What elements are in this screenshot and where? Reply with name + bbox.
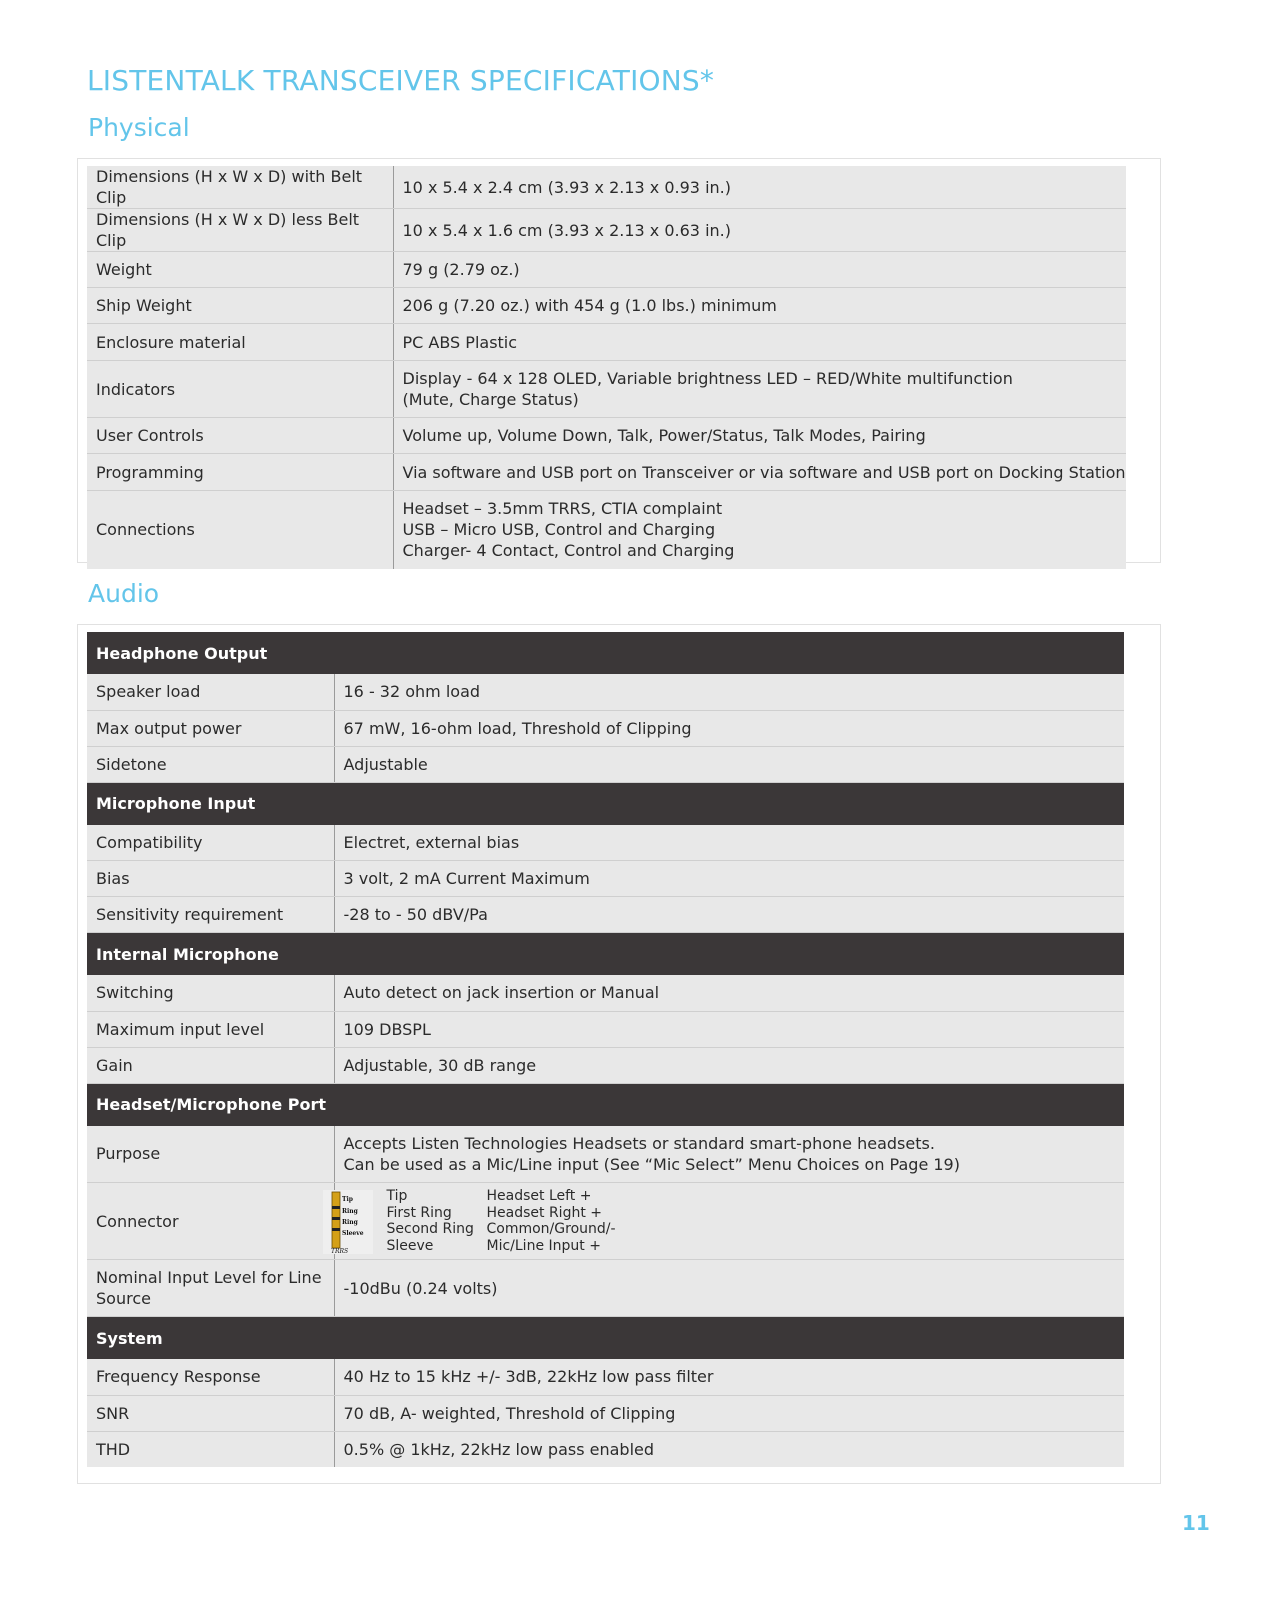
value-line: Auto detect on jack insertion or Manual <box>343 983 660 1003</box>
row-label: Programming <box>87 454 393 491</box>
table-row <box>87 324 1126 361</box>
pin-function: Common/Ground/- <box>486 1221 616 1237</box>
table-row <box>87 746 1124 782</box>
table-row <box>87 1183 1124 1260</box>
row-value <box>393 288 1126 324</box>
table-row <box>87 825 1124 861</box>
value-line: Electret, external bias <box>343 832 520 852</box>
table-row <box>87 674 1124 710</box>
pin-name: Second Ring <box>386 1221 474 1237</box>
row-label: Sensitivity requirement <box>87 897 334 933</box>
row-label: Connections <box>87 491 393 569</box>
row-value <box>393 454 1126 491</box>
physical-heading: Physical <box>88 113 190 142</box>
pin-name: First Ring <box>386 1204 452 1221</box>
pin-function: Headset Left + <box>486 1188 592 1204</box>
pin-function: Headset Right + <box>486 1204 602 1221</box>
table-row <box>87 454 1126 491</box>
row-value <box>393 361 1126 418</box>
group-header-label: Headset/Microphone Port <box>87 1083 1124 1126</box>
page-title: LISTENTALK TRANSCEIVER SPECIFICATIONS* <box>87 64 715 97</box>
row-label: Indicators <box>87 361 393 418</box>
value-line: Charger- 4 Contact, Control and Charging <box>402 541 735 561</box>
group-header <box>87 632 1124 674</box>
table-row <box>87 897 1124 933</box>
value-line: Adjustable <box>343 754 428 774</box>
row-value <box>334 897 1124 933</box>
value-line: 40 Hz to 15 kHz +/- 3dB, 22kHz low pass filter <box>343 1367 714 1387</box>
jack-label: TRRS <box>330 1248 348 1254</box>
row-label: Enclosure material <box>87 324 393 361</box>
table-row <box>87 418 1126 454</box>
audio-heading: Audio <box>88 579 160 608</box>
table-row <box>87 861 1124 897</box>
value-line: Via software and USB port on Transceiver or via software and USB port on Docking Station <box>402 462 1126 482</box>
value-line: Can be used as a Mic/Line input (See “Mic Select” Menu Choices on Page 19) <box>343 1154 960 1174</box>
jack-band <box>332 1228 340 1231</box>
row-value <box>334 710 1124 746</box>
value-line: Source <box>96 1289 151 1308</box>
table-row <box>87 1395 1124 1431</box>
value-line: 79 g (2.79 oz.) <box>402 260 520 279</box>
row-value <box>334 1431 1124 1467</box>
value-line: Headset – 3.5mm TRRS, CTIA complaint <box>402 499 723 519</box>
table-row <box>87 1359 1124 1395</box>
connector-cell <box>330 1183 1124 1260</box>
physical-table <box>87 166 1126 569</box>
table-row <box>87 1260 1124 1317</box>
table-row <box>87 166 1126 209</box>
jack-label: Ring <box>341 1219 358 1226</box>
jack-label: Ring <box>341 1208 358 1215</box>
jack-label: Sleeve <box>341 1230 364 1237</box>
value-line: 16 - 32 ohm load <box>343 682 481 702</box>
row-label: Frequency Response <box>87 1359 334 1395</box>
jack-band <box>332 1217 340 1220</box>
value-line: Display - 64 x 128 OLED, Variable brightness LED – RED/White multifunction <box>402 369 1013 388</box>
row-value <box>393 209 1126 252</box>
row-value <box>334 1011 1124 1047</box>
value-line: 109 DBSPL <box>343 1019 431 1039</box>
row-value <box>393 166 1126 209</box>
group-header-label: Microphone Input <box>87 782 1124 825</box>
value-line: Accepts Listen Technologies Headsets or standard smart-phone headsets. <box>343 1133 935 1153</box>
value-line: 3 volt, 2 mA Current Maximum <box>343 869 590 888</box>
table-row <box>87 288 1126 324</box>
table-row <box>87 491 1126 569</box>
row-value <box>334 1047 1124 1083</box>
row-label: THD <box>87 1431 334 1467</box>
audio-table-frame <box>77 624 1161 1484</box>
row-value <box>334 975 1124 1011</box>
table-row <box>87 975 1124 1011</box>
row-value <box>334 1395 1124 1431</box>
row-value <box>334 1126 1124 1183</box>
value-line: Adjustable, 30 dB range <box>343 1055 537 1075</box>
value-line: -28 to - 50 dBV/Pa <box>343 905 488 924</box>
value-line: USB – Micro USB, Control and Charging <box>402 520 716 540</box>
value-line: 10 x 5.4 x 1.6 cm (3.93 x 2.13 x 0.63 in.) <box>402 220 731 240</box>
table-row <box>87 209 1126 252</box>
row-label: Compatibility <box>87 825 334 861</box>
row-label: Purpose <box>87 1126 334 1183</box>
row-value <box>393 252 1126 288</box>
group-header-label: Headphone Output <box>87 632 1124 674</box>
row-label: Maximum input level <box>87 1011 334 1047</box>
table-row <box>87 361 1126 418</box>
group-header <box>87 1083 1124 1126</box>
row-label: Speaker load <box>87 674 334 710</box>
table-row <box>87 1011 1124 1047</box>
row-value <box>393 418 1126 454</box>
row-value <box>334 674 1124 710</box>
row-value <box>334 861 1124 897</box>
jack-label: Tip <box>341 1196 353 1203</box>
pin-name: Sleeve <box>386 1237 434 1254</box>
row-label: Dimensions (H x W x D) less Belt Clip <box>87 209 393 252</box>
row-label: User Controls <box>87 418 393 454</box>
row-value <box>334 825 1124 861</box>
value-line: Nominal Input Level for Line <box>96 1268 322 1287</box>
row-label: Weight <box>87 252 393 288</box>
audio-table <box>87 632 1124 1467</box>
pin-name: Tip <box>386 1188 408 1204</box>
table-row <box>87 1126 1124 1183</box>
group-header <box>87 782 1124 825</box>
row-value <box>334 746 1124 782</box>
value-line: Volume up, Volume Down, Talk, Power/Status, Talk Modes, Pairing <box>402 426 926 445</box>
row-value <box>393 324 1126 361</box>
pin-function: Mic/Line Input + <box>486 1237 601 1254</box>
value-line: 70 dB, A- weighted, Threshold of Clipping <box>343 1403 676 1423</box>
row-label: Switching <box>87 975 334 1011</box>
page-number: 11 <box>1182 1511 1210 1535</box>
value-line: (Mute, Charge Status) <box>402 390 579 409</box>
row-label: Connector <box>87 1183 334 1260</box>
row-label: Sidetone <box>87 746 334 782</box>
pin-table <box>387 1188 647 1254</box>
row-label: Ship Weight <box>87 288 393 324</box>
value-line: 10 x 5.4 x 2.4 cm (3.93 x 2.13 x 0.93 in.) <box>402 177 731 197</box>
value-line: PC ABS Plastic <box>402 332 518 352</box>
row-label: SNR <box>87 1395 334 1431</box>
table-row <box>87 1431 1124 1467</box>
group-header <box>87 1317 1124 1360</box>
physical-table-frame <box>77 158 1161 563</box>
row-value: -10dBu (0.24 volts) <box>334 1260 1124 1317</box>
row-label: Dimensions (H x W x D) with Belt Clip <box>87 166 393 209</box>
group-header <box>87 933 1124 976</box>
value-line: 206 g (7.20 oz.) with 454 g (1.0 lbs.) minimum <box>402 296 777 315</box>
table-row <box>87 710 1124 746</box>
value-line: 0.5% @ 1kHz, 22kHz low pass enabled <box>343 1439 655 1459</box>
table-row <box>87 1047 1124 1083</box>
table-row <box>87 252 1126 288</box>
row-label: Max output power <box>87 710 334 746</box>
row-value <box>393 491 1126 569</box>
trrs-jack-diagram <box>323 1190 373 1254</box>
row-value <box>334 1359 1124 1395</box>
row-label <box>87 1260 334 1317</box>
group-header-label: System <box>87 1317 1124 1360</box>
value-line: 67 mW, 16-ohm load, Threshold of Clipping <box>343 718 692 738</box>
jack-band <box>332 1206 340 1209</box>
row-label: Gain <box>87 1047 334 1083</box>
row-label: Bias <box>87 861 334 897</box>
group-header-label: Internal Microphone <box>87 933 1124 976</box>
